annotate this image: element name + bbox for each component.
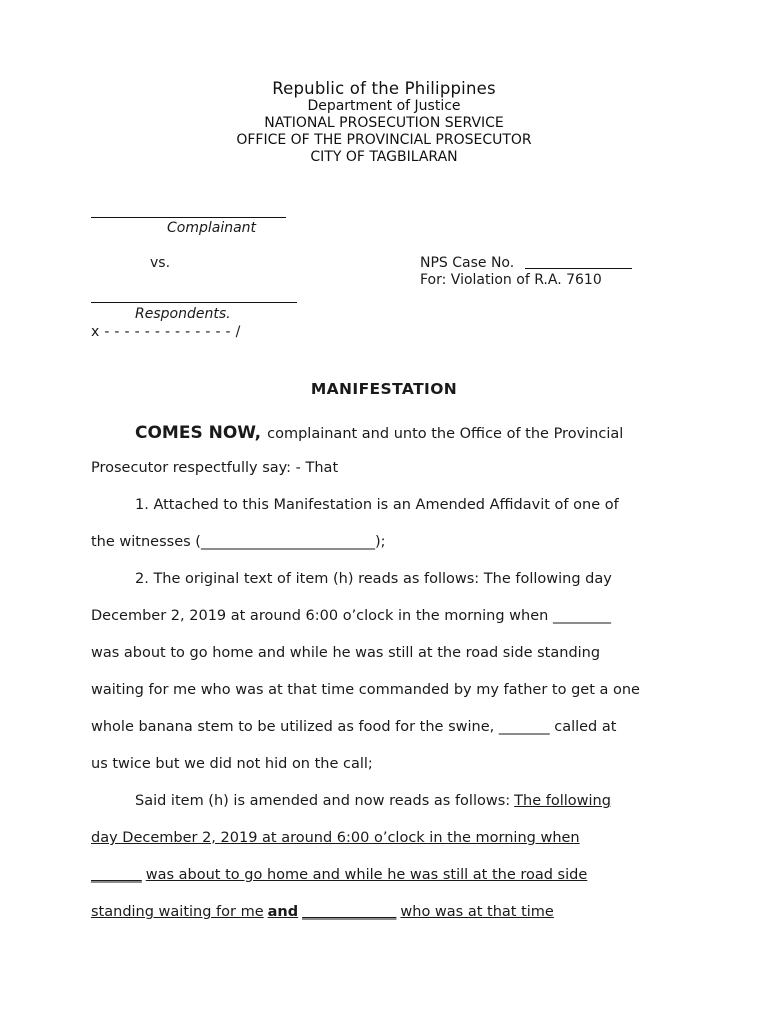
versus-label: vs.: [150, 255, 171, 271]
body-line: [91, 645, 676, 667]
p4-line4-rest: who was at that time: [400, 904, 554, 920]
body-line: [135, 497, 676, 519]
p3-line4: waiting for me who was at that time commanded by my father to get a one: [91, 682, 640, 698]
p2-line1: 1. Attached to this Manifestation is an Amended Affidavit of one of: [135, 497, 619, 513]
p4-line1-underlined: The following: [514, 793, 611, 809]
body-line: [135, 571, 676, 593]
header-republic: Republic of the Philippines: [272, 79, 496, 98]
p4-line3-rest: was about to go home and while he was still at the road side: [145, 867, 588, 883]
p3-line6: us twice but we did not hid on the call;: [91, 756, 373, 772]
p3-line2: December 2, 2019 at around 6:00 o’clock in the morning when ________: [91, 608, 611, 624]
body-line: [91, 682, 676, 704]
p3-line5: whole banana stem to be utilized as food for the swine, _______ called at: [91, 719, 617, 735]
header-city: CITY OF TAGBILARAN: [310, 149, 458, 165]
p3-line1: 2. The original text of item (h) reads as follows: The following day: [135, 571, 612, 587]
body-line: [91, 460, 676, 482]
p4-line4-blank: _____________: [302, 904, 397, 920]
body-line: [135, 423, 676, 445]
body-line: [91, 608, 676, 630]
body-line: [91, 534, 676, 556]
caption-separator: x - - - - - - - - - - - - - /: [91, 324, 241, 340]
p1-line1-text: [267, 426, 676, 442]
case-number-blank-line: [525, 268, 632, 269]
body-line: [135, 793, 676, 815]
p2-line2: the witnesses (________________________);: [91, 534, 386, 550]
header-nps: NATIONAL PROSECUTION SERVICE: [264, 115, 504, 131]
body-line: [91, 904, 676, 926]
body-line: [91, 756, 676, 778]
body-line: [91, 719, 676, 741]
header-department: Department of Justice: [307, 98, 461, 114]
respondents-blank-line: [91, 302, 297, 303]
p4-line4-and: and: [267, 904, 299, 920]
body-line: [91, 830, 676, 852]
p1-line2: Prosecutor respectfully say: - That: [91, 460, 339, 476]
violation-label: For: Violation of R.A. 7610: [420, 272, 602, 288]
document-title: MANIFESTATION: [310, 380, 458, 398]
p4-line2: day December 2, 2019 at around 6:00 o’clock in the morning when: [91, 830, 580, 846]
p4-line4-a: standing waiting for me: [91, 904, 264, 920]
body-line: [91, 867, 676, 889]
p1-line1: complainant and unto the Office of the Provincial: [267, 426, 624, 442]
respondents-label: Respondents.: [135, 306, 231, 322]
complainant-label: Complainant: [167, 220, 257, 236]
p3-line3: was about to go home and while he was still at the road side standing: [91, 645, 601, 661]
header-office: OFFICE OF THE PROVINCIAL PROSECUTOR: [236, 132, 532, 148]
complainant-blank-line: [91, 217, 286, 218]
comes-now-lead: COMES NOW,: [135, 423, 262, 443]
case-number-label: NPS Case No.: [420, 255, 515, 271]
p4-line1-plain: Said item (h) is amended and now reads as follows:: [135, 793, 511, 809]
p4-line3-blank: _______: [91, 867, 142, 883]
